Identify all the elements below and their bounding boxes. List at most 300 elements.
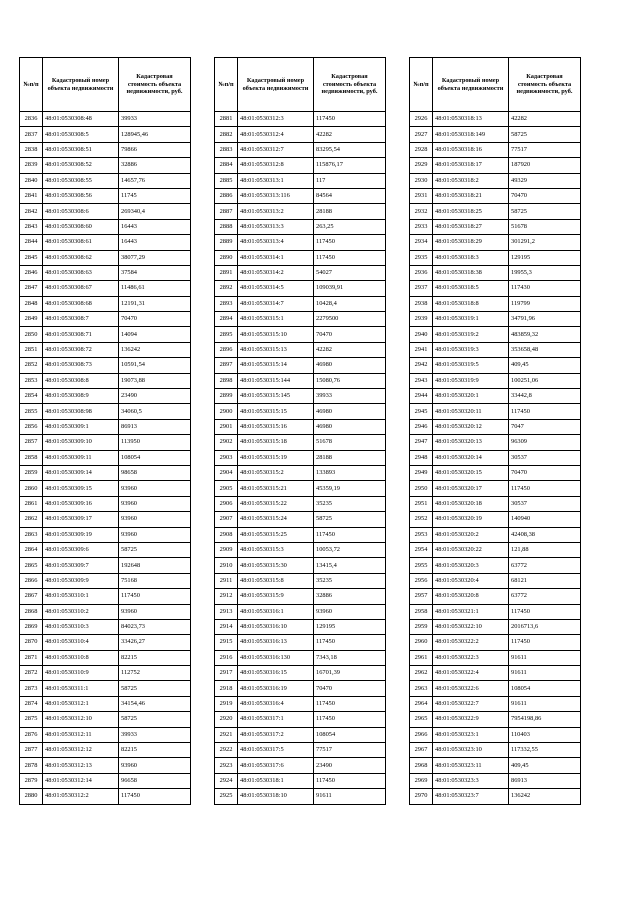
- cadastral-number: 48:01:0530312:8: [238, 158, 314, 173]
- cadastral-cost: 58725: [119, 681, 191, 696]
- cadastral-number: 48:01:0530318:25: [433, 204, 509, 219]
- table-header-row: [215, 58, 386, 112]
- header-num: №п/п: [20, 58, 43, 112]
- table-row: [215, 496, 386, 511]
- cadastral-cost: 68121: [509, 573, 581, 588]
- row-number: 2886: [215, 188, 238, 203]
- row-number: 2841: [20, 188, 43, 203]
- cadastral-number: 48:01:0530315:144: [238, 373, 314, 388]
- table-row: [215, 327, 386, 342]
- cadastral-cost: 128945,46: [119, 127, 191, 142]
- cadastral-cost: 301291,2: [509, 235, 581, 250]
- cadastral-cost: 117450: [314, 712, 386, 727]
- row-number: 2922: [215, 743, 238, 758]
- cadastral-number: 48:01:0530318:2: [433, 173, 509, 188]
- cadastral-cost: 10591,54: [119, 358, 191, 373]
- row-number: 2950: [410, 481, 433, 496]
- cadastral-number: 48:01:0530319:2: [433, 327, 509, 342]
- table-row: [215, 542, 386, 557]
- cadastral-number: 48:01:0530313:116: [238, 188, 314, 203]
- cadastral-cost: 33426,27: [119, 635, 191, 650]
- cadastral-cost: 117450: [509, 635, 581, 650]
- table-row: [20, 465, 191, 480]
- cadastral-cost: 70470: [314, 327, 386, 342]
- row-number: 2870: [20, 635, 43, 650]
- row-number: 2910: [215, 558, 238, 573]
- row-number: 2890: [215, 250, 238, 265]
- cadastral-cost: 91611: [314, 789, 386, 804]
- cadastral-number: 48:01:0530308:48: [43, 112, 119, 127]
- cadastral-number: 48:01:0530309:7: [43, 558, 119, 573]
- cadastral-cost: 23490: [119, 389, 191, 404]
- cadastral-number: 48:01:0530308:56: [43, 188, 119, 203]
- cadastral-number: 48:01:0530319:1: [433, 312, 509, 327]
- table-row: [20, 666, 191, 681]
- cadastral-cost: 269340,4: [119, 204, 191, 219]
- cadastral-number: 48:01:0530320:4: [433, 573, 509, 588]
- cadastral-cost: 7343,18: [314, 650, 386, 665]
- cadastral-cost: 42282: [314, 342, 386, 357]
- table-row: [410, 250, 581, 265]
- table-row: [215, 173, 386, 188]
- table-row: [410, 142, 581, 157]
- table-row: [20, 542, 191, 557]
- cadastral-number: 48:01:0530309:11: [43, 450, 119, 465]
- row-number: 2927: [410, 127, 433, 142]
- table-row: [215, 758, 386, 773]
- cadastral-number: 48:01:0530320:11: [433, 404, 509, 419]
- row-number: 2905: [215, 481, 238, 496]
- cadastral-cost: 93960: [119, 527, 191, 542]
- cadastral-cost: 70470: [314, 681, 386, 696]
- row-number: 2912: [215, 589, 238, 604]
- cadastral-number: 48:01:0530315:1: [238, 312, 314, 327]
- cadastral-number: 48:01:0530315:15: [238, 404, 314, 419]
- cadastral-number: 48:01:0530312:1: [43, 696, 119, 711]
- cadastral-number: 48:01:0530316:4: [238, 696, 314, 711]
- table-row: [20, 419, 191, 434]
- cadastral-number: 48:01:0530308:55: [43, 173, 119, 188]
- table-row: [410, 527, 581, 542]
- cadastral-cost: 11486,61: [119, 281, 191, 296]
- row-number: 2919: [215, 696, 238, 711]
- cadastral-number: 48:01:0530317:1: [238, 712, 314, 727]
- cadastral-number: 48:01:0530320:18: [433, 496, 509, 511]
- table-row: [410, 512, 581, 527]
- table-row: [215, 219, 386, 234]
- row-number: 2955: [410, 558, 433, 573]
- table-row: [410, 758, 581, 773]
- cadastral-number: 48:01:0530309:6: [43, 542, 119, 557]
- table-row: [20, 758, 191, 773]
- table-row: [20, 265, 191, 280]
- row-number: 2956: [410, 573, 433, 588]
- cadastral-number: 48:01:0530315:24: [238, 512, 314, 527]
- cadastral-cost: 84564: [314, 188, 386, 203]
- row-number: 2891: [215, 265, 238, 280]
- cadastral-number: 48:01:0530312:11: [43, 727, 119, 742]
- cadastral-cost: 91611: [509, 650, 581, 665]
- cadastral-cost: 117450: [314, 527, 386, 542]
- cadastral-cost: 39933: [119, 727, 191, 742]
- table-row: [215, 727, 386, 742]
- row-number: 2851: [20, 342, 43, 357]
- cadastral-cost: 187920: [509, 158, 581, 173]
- cadastral-cost: 70470: [119, 312, 191, 327]
- cadastral-number: 48:01:0530308:5: [43, 127, 119, 142]
- cadastral-cost: 129195: [314, 619, 386, 634]
- table-row: [20, 743, 191, 758]
- row-number: 2940: [410, 327, 433, 342]
- cadastral-number: 48:01:0530318:27: [433, 219, 509, 234]
- row-number: 2929: [410, 158, 433, 173]
- cadastral-cost: 33442,8: [509, 389, 581, 404]
- cadastral-number: 48:01:0530316:1: [238, 604, 314, 619]
- row-number: 2889: [215, 235, 238, 250]
- row-number: 2969: [410, 773, 433, 788]
- cadastral-cost: 16701,39: [314, 666, 386, 681]
- table-row: [215, 465, 386, 480]
- cadastral-number: 48:01:0530318:16: [433, 142, 509, 157]
- cadastral-cost: 353658,48: [509, 342, 581, 357]
- cadastral-number: 48:01:0530318:10: [238, 789, 314, 804]
- cadastral-cost: 49329: [509, 173, 581, 188]
- row-number: 2930: [410, 173, 433, 188]
- table-row: [20, 727, 191, 742]
- table-row: [410, 312, 581, 327]
- cadastral-cost: 77517: [314, 743, 386, 758]
- table-row: [410, 773, 581, 788]
- cadastral-number: 48:01:0530317:5: [238, 743, 314, 758]
- table-row: [20, 589, 191, 604]
- table-row: [215, 789, 386, 804]
- cadastral-cost: 30537: [509, 450, 581, 465]
- table-row: [410, 542, 581, 557]
- row-number: 2868: [20, 604, 43, 619]
- cadastral-cost: 110403: [509, 727, 581, 742]
- cadastral-cost: 96309: [509, 435, 581, 450]
- table-row: [20, 573, 191, 588]
- cadastral-cost: 58725: [509, 127, 581, 142]
- cadastral-number: 48:01:0530322:2: [433, 635, 509, 650]
- table-row: [410, 635, 581, 650]
- table-row: [215, 558, 386, 573]
- row-number: 2966: [410, 727, 433, 742]
- cadastral-number: 48:01:0530308:62: [43, 250, 119, 265]
- cadastral-cost: 121,88: [509, 542, 581, 557]
- cadastral-cost: 28188: [314, 204, 386, 219]
- cadastral-cost: 75168: [119, 573, 191, 588]
- cadastral-cost: 117450: [314, 250, 386, 265]
- row-number: 2962: [410, 666, 433, 681]
- cadastral-cost: 98658: [119, 465, 191, 480]
- row-number: 2908: [215, 527, 238, 542]
- row-number: 2857: [20, 435, 43, 450]
- header-num: №п/п: [410, 58, 433, 112]
- row-number: 2960: [410, 635, 433, 650]
- row-number: 2901: [215, 419, 238, 434]
- header-cadastral-number: Кадастровый номер объекта недвижимости: [433, 58, 509, 112]
- row-number: 2881: [215, 112, 238, 127]
- row-number: 2952: [410, 512, 433, 527]
- table-row: [20, 204, 191, 219]
- table-row: [215, 342, 386, 357]
- cadastral-number: 48:01:0530322:3: [433, 650, 509, 665]
- table-row: [20, 681, 191, 696]
- cadastral-number: 48:01:0530320:2: [433, 527, 509, 542]
- cadastral-cost: 16443: [119, 235, 191, 250]
- cadastral-number: 48:01:0530309:19: [43, 527, 119, 542]
- table-row: [20, 235, 191, 250]
- table-row: [215, 450, 386, 465]
- table-row: [410, 589, 581, 604]
- cadastral-number: 48:01:0530309:9: [43, 573, 119, 588]
- cadastral-number: 48:01:0530313:1: [238, 173, 314, 188]
- table-row: [410, 281, 581, 296]
- cadastral-cost: 51678: [509, 219, 581, 234]
- cadastral-number: 48:01:0530310:8: [43, 650, 119, 665]
- cadastral-number: 48:01:0530308:63: [43, 265, 119, 280]
- cadastral-number: 48:01:0530308:52: [43, 158, 119, 173]
- cadastral-number: 48:01:0530310:1: [43, 589, 119, 604]
- row-number: 2946: [410, 419, 433, 434]
- cadastral-number: 48:01:0530315:30: [238, 558, 314, 573]
- cadastral-number: 48:01:0530320:17: [433, 481, 509, 496]
- cadastral-cost: 45359,19: [314, 481, 386, 496]
- table-row: [410, 681, 581, 696]
- row-number: 2843: [20, 219, 43, 234]
- cadastral-cost: 117430: [509, 281, 581, 296]
- cadastral-cost: 2016713,6: [509, 619, 581, 634]
- table-row: [20, 358, 191, 373]
- row-number: 2934: [410, 235, 433, 250]
- table-row: [410, 789, 581, 804]
- cadastral-number: 48:01:0530308:9: [43, 389, 119, 404]
- cadastral-number: 48:01:0530309:15: [43, 481, 119, 496]
- row-number: 2958: [410, 604, 433, 619]
- row-number: 2865: [20, 558, 43, 573]
- table-header-row: [20, 58, 191, 112]
- table-row: [410, 558, 581, 573]
- table-row: [20, 450, 191, 465]
- table-row: [215, 604, 386, 619]
- cadastral-cost: 117450: [314, 635, 386, 650]
- cadastral-cost: 192648: [119, 558, 191, 573]
- cadastral-number: 48:01:0530323:3: [433, 773, 509, 788]
- table-row: [20, 112, 191, 127]
- row-number: 2924: [215, 773, 238, 788]
- cadastral-cost: 117450: [314, 696, 386, 711]
- table-row: [215, 573, 386, 588]
- table-row: [410, 173, 581, 188]
- cadastral-number: 48:01:0530320:3: [433, 558, 509, 573]
- cadastral-number: 48:01:0530309:1: [43, 419, 119, 434]
- row-number: 2964: [410, 696, 433, 711]
- cadastral-cost: 42408,38: [509, 527, 581, 542]
- row-number: 2861: [20, 496, 43, 511]
- row-number: 2909: [215, 542, 238, 557]
- cadastral-number: 48:01:0530311:1: [43, 681, 119, 696]
- cadastral-number: 48:01:0530317:6: [238, 758, 314, 773]
- cadastral-number: 48:01:0530315:19: [238, 450, 314, 465]
- table-row: [20, 158, 191, 173]
- cadastral-cost: 16443: [119, 219, 191, 234]
- row-number: 2913: [215, 604, 238, 619]
- table-row: [410, 450, 581, 465]
- row-number: 2848: [20, 296, 43, 311]
- table-row: [20, 619, 191, 634]
- row-number: 2914: [215, 619, 238, 634]
- table-row: [215, 112, 386, 127]
- cadastral-number: 48:01:0530315:10: [238, 327, 314, 342]
- cadastral-cost: 34791,96: [509, 312, 581, 327]
- row-number: 2907: [215, 512, 238, 527]
- row-number: 2959: [410, 619, 433, 634]
- cadastral-number: 48:01:0530312:3: [238, 112, 314, 127]
- cadastral-number: 48:01:0530315:3: [238, 542, 314, 557]
- table-row: [410, 419, 581, 434]
- table-row: [215, 142, 386, 157]
- row-number: 2856: [20, 419, 43, 434]
- cadastral-number: 48:01:0530308:71: [43, 327, 119, 342]
- cadastral-number: 48:01:0530314:2: [238, 265, 314, 280]
- cadastral-cost: 10053,72: [314, 542, 386, 557]
- cadastral-table-1: [19, 57, 191, 805]
- row-number: 2883: [215, 142, 238, 157]
- cadastral-number: 48:01:0530312:4: [238, 127, 314, 142]
- cadastral-cost: 51678: [314, 435, 386, 450]
- cadastral-cost: 12191,31: [119, 296, 191, 311]
- cadastral-cost: 34060,5: [119, 404, 191, 419]
- table-row: [215, 589, 386, 604]
- row-number: 2854: [20, 389, 43, 404]
- table-row: [20, 481, 191, 496]
- row-number: 2957: [410, 589, 433, 604]
- row-number: 2888: [215, 219, 238, 234]
- cadastral-number: 48:01:0530310:9: [43, 666, 119, 681]
- cadastral-number: 48:01:0530317:2: [238, 727, 314, 742]
- table-row: [410, 743, 581, 758]
- table-row: [215, 158, 386, 173]
- table-row: [215, 235, 386, 250]
- table-row: [215, 373, 386, 388]
- row-number: 2871: [20, 650, 43, 665]
- row-number: 2917: [215, 666, 238, 681]
- cadastral-cost: 23490: [314, 758, 386, 773]
- cadastral-number: 48:01:0530315:145: [238, 389, 314, 404]
- row-number: 2869: [20, 619, 43, 634]
- cadastral-number: 48:01:0530319:5: [433, 358, 509, 373]
- cadastral-number: 48:01:0530308:61: [43, 235, 119, 250]
- row-number: 2852: [20, 358, 43, 373]
- row-number: 2836: [20, 112, 43, 127]
- cadastral-number: 48:01:0530316:19: [238, 681, 314, 696]
- cadastral-cost: 35235: [314, 573, 386, 588]
- table-row: [215, 666, 386, 681]
- row-number: 2896: [215, 342, 238, 357]
- cadastral-number: 48:01:0530320:1: [433, 389, 509, 404]
- table-row: [215, 650, 386, 665]
- cadastral-cost: 58725: [119, 712, 191, 727]
- cadastral-cost: 117450: [509, 404, 581, 419]
- row-number: 2842: [20, 204, 43, 219]
- row-number: 2963: [410, 681, 433, 696]
- cadastral-cost: 63772: [509, 558, 581, 573]
- table-row: [215, 358, 386, 373]
- table-row: [20, 327, 191, 342]
- row-number: 2954: [410, 542, 433, 557]
- table-row: [20, 342, 191, 357]
- table-row: [410, 373, 581, 388]
- row-number: 2859: [20, 465, 43, 480]
- cadastral-number: 48:01:0530320:14: [433, 450, 509, 465]
- cadastral-number: 48:01:0530308:72: [43, 342, 119, 357]
- table-row: [215, 389, 386, 404]
- row-number: 2875: [20, 712, 43, 727]
- cadastral-number: 48:01:0530309:17: [43, 512, 119, 527]
- row-number: 2948: [410, 450, 433, 465]
- table-row: [410, 604, 581, 619]
- table-row: [215, 512, 386, 527]
- table-row: [20, 512, 191, 527]
- cadastral-cost: 86913: [509, 773, 581, 788]
- row-number: 2864: [20, 542, 43, 557]
- cadastral-cost: 14094: [119, 327, 191, 342]
- row-number: 2941: [410, 342, 433, 357]
- table-row: [20, 773, 191, 788]
- cadastral-number: 48:01:0530309:14: [43, 465, 119, 480]
- cadastral-number: 48:01:0530316:15: [238, 666, 314, 681]
- cadastral-number: 48:01:0530313:4: [238, 235, 314, 250]
- cadastral-number: 48:01:0530320:15: [433, 465, 509, 480]
- cadastral-cost: 28188: [314, 450, 386, 465]
- row-number: 2838: [20, 142, 43, 157]
- cadastral-cost: 82215: [119, 650, 191, 665]
- table-row: [410, 358, 581, 373]
- cadastral-number: 48:01:0530316:13: [238, 635, 314, 650]
- row-number: 2968: [410, 758, 433, 773]
- cadastral-cost: 109039,91: [314, 281, 386, 296]
- table-row: [20, 650, 191, 665]
- cadastral-number: 48:01:0530310:2: [43, 604, 119, 619]
- row-number: 2893: [215, 296, 238, 311]
- cadastral-cost: 79866: [119, 142, 191, 157]
- cadastral-cost: 34154,46: [119, 696, 191, 711]
- cadastral-cost: 117450: [314, 112, 386, 127]
- row-number: 2882: [215, 127, 238, 142]
- row-number: 2847: [20, 281, 43, 296]
- cadastral-number: 48:01:0530315:2: [238, 465, 314, 480]
- cadastral-cost: 42282: [314, 127, 386, 142]
- table-row: [215, 635, 386, 650]
- row-number: 2906: [215, 496, 238, 511]
- cadastral-cost: 38077,29: [119, 250, 191, 265]
- row-number: 2887: [215, 204, 238, 219]
- cadastral-cost: 46980: [314, 419, 386, 434]
- table-row: [410, 666, 581, 681]
- cadastral-cost: 32886: [314, 589, 386, 604]
- table-row: [410, 435, 581, 450]
- cadastral-cost: 140940: [509, 512, 581, 527]
- cadastral-cost: 82215: [119, 743, 191, 758]
- row-number: 2844: [20, 235, 43, 250]
- cadastral-number: 48:01:0530315:13: [238, 342, 314, 357]
- cadastral-number: 48:01:0530320:13: [433, 435, 509, 450]
- cadastral-cost: 54027: [314, 265, 386, 280]
- table-row: [215, 712, 386, 727]
- table-row: [20, 373, 191, 388]
- cadastral-table-3: [409, 57, 581, 805]
